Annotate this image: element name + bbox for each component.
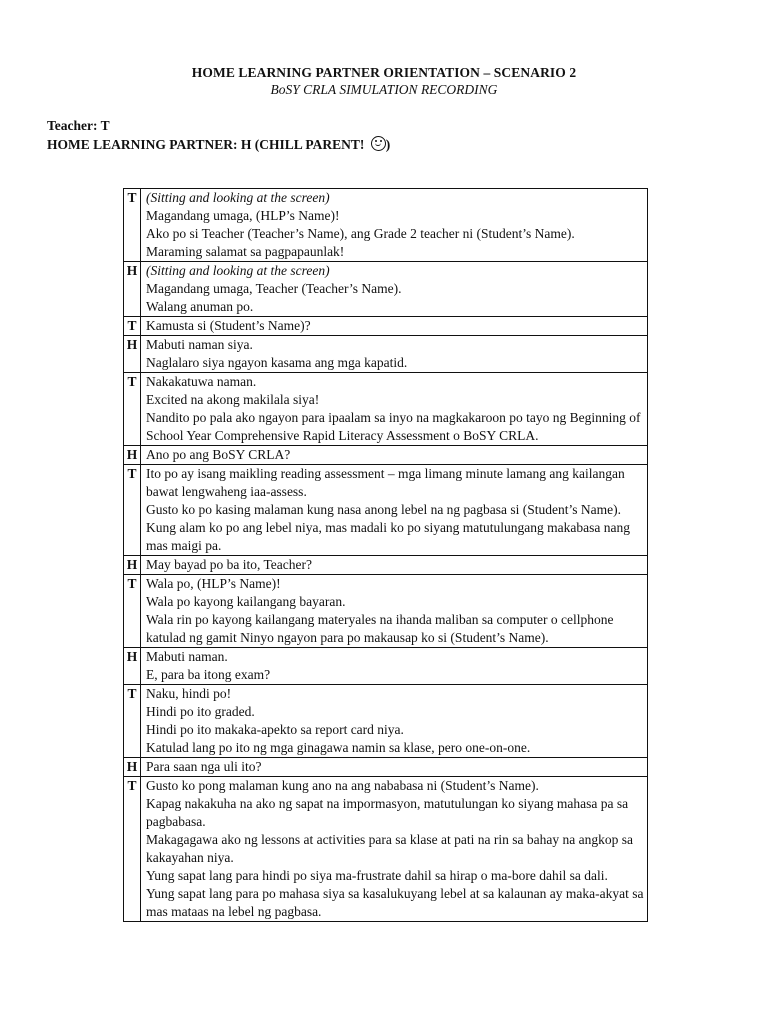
speaker-cell: H bbox=[124, 556, 141, 575]
dialogue-line: Mabuti naman. bbox=[146, 649, 228, 664]
dialogue-cell bbox=[141, 465, 648, 556]
dialogue-table bbox=[123, 188, 648, 922]
dialogue-line: Kamusta si (Student’s Name)? bbox=[146, 318, 311, 333]
dialogue-line: Maraming salamat sa pagpapaunlak! bbox=[146, 244, 345, 259]
speaker-cell: H bbox=[124, 648, 141, 685]
dialogue-row bbox=[124, 758, 648, 777]
dialogue-line: Hindi po ito graded. bbox=[146, 704, 255, 719]
dialogue-line: Wala po, (HLP’s Name)! bbox=[146, 576, 281, 591]
dialogue-line: Kapag nakakuha na ako ng sapat na impormasyon, matutulungan ko siyang mahasa pa sa pagbabasa. bbox=[146, 796, 629, 829]
dialogue-row bbox=[124, 648, 648, 685]
stage-direction: (Sitting and looking at the screen) bbox=[146, 263, 330, 278]
dialogue-line: Naku, hindi po! bbox=[146, 686, 232, 701]
dialogue-line: Yung sapat lang para hindi po siya ma-frustrate dahil sa hirap o ma-bore dahil sa dali. bbox=[146, 868, 608, 883]
dialogue-line: Ito po ay isang maikling reading assessment – mga limang minute lamang ang kailangan bawat lengwaheng iaa-assess. bbox=[146, 466, 625, 499]
dialogue-line: Gusto ko pong malaman kung ano na ang nababasa ni (Student’s Name). bbox=[146, 778, 539, 793]
dialogue-line: Yung sapat lang para po mahasa siya sa kasalukuyang lebel at sa kalaunan ay maka-akyat sa mas mataas na lebel ng pagbasa. bbox=[146, 886, 644, 919]
hlp-label-text: HOME LEARNING PARTNER: H (CHILL PARENT! bbox=[47, 137, 368, 152]
dialogue-cell bbox=[141, 575, 648, 648]
dialogue-line: Excited na akong makilala siya! bbox=[146, 392, 320, 407]
dialogue-cell bbox=[141, 373, 648, 446]
dialogue-line: Naglalaro siya ngayon kasama ang mga kapatid. bbox=[146, 355, 408, 370]
dialogue-line: Para saan nga uli ito? bbox=[146, 759, 262, 774]
speaker-cell: T bbox=[124, 685, 141, 758]
dialogue-line: Magandang umaga, (HLP’s Name)! bbox=[146, 208, 340, 223]
dialogue-line: Nandito po pala ako ngayon para ipaalam sa inyo na magkakaroon po tayo ng Beginning of School Year Comprehensive Rapid Literacy Assessment o BoSY CRLA. bbox=[146, 410, 641, 443]
dialogue-row bbox=[124, 189, 648, 262]
dialogue-row bbox=[124, 262, 648, 317]
dialogue-row bbox=[124, 336, 648, 373]
dialogue-cell bbox=[141, 777, 648, 922]
speaker-cell: T bbox=[124, 465, 141, 556]
dialogue-row bbox=[124, 317, 648, 336]
speaker-cell: T bbox=[124, 189, 141, 262]
dialogue-cell bbox=[141, 189, 648, 262]
dialogue-line: Makagagawa ako ng lessons at activities para sa klase at pati na rin sa bahay na angkop sa kakayahan niya. bbox=[146, 832, 633, 865]
dialogue-line: Katulad lang po ito ng mga ginagawa namin sa klase, pero one-on-one. bbox=[146, 740, 531, 755]
dialogue-row bbox=[124, 777, 648, 922]
hlp-label-suffix: ) bbox=[385, 137, 391, 152]
speaker-cell: H bbox=[124, 336, 141, 373]
dialogue-row bbox=[124, 465, 648, 556]
smiley-face-icon bbox=[371, 136, 386, 151]
document-title: HOME LEARNING PARTNER ORIENTATION – SCENARIO 2 bbox=[191, 65, 577, 80]
speaker-cell: T bbox=[124, 373, 141, 446]
dialogue-line: Gusto ko po kasing malaman kung nasa anong lebel na ng pagbasa si (Student’s Name). Kung alam ko po ang lebel niya, mas madali ko po siyang matutulungang makabasa nang mas maigi pa. bbox=[146, 502, 631, 553]
dialogue-cell bbox=[141, 648, 648, 685]
dialogue-line: Mabuti naman siya. bbox=[146, 337, 253, 352]
dialogue-row bbox=[124, 446, 648, 465]
dialogue-cell bbox=[141, 685, 648, 758]
speaker-cell: H bbox=[124, 446, 141, 465]
speaker-cell: H bbox=[124, 758, 141, 777]
speaker-cell: T bbox=[124, 317, 141, 336]
dialogue-line: Magandang umaga, Teacher (Teacher’s Name). bbox=[146, 281, 402, 296]
speaker-cell: T bbox=[124, 777, 141, 922]
speaker-cell: H bbox=[124, 262, 141, 317]
dialogue-cell bbox=[141, 446, 648, 465]
dialogue-line: May bayad po ba ito, Teacher? bbox=[146, 557, 312, 572]
dialogue-line: Wala po kayong kailangang bayaran. bbox=[146, 594, 346, 609]
dialogue-row bbox=[124, 685, 648, 758]
speaker-cell: T bbox=[124, 575, 141, 648]
dialogue-line: Wala rin po kayong kailangang materyales na ihanda maliban sa computer o cellphone katulad ng gamit Ninyo ngayon para po makausap ko si (Student’s Name). bbox=[146, 612, 614, 645]
dialogue-line: Walang anuman po. bbox=[146, 299, 254, 314]
dialogue-line: Ako po si Teacher (Teacher’s Name), ang Grade 2 teacher ni (Student’s Name). bbox=[146, 226, 575, 241]
hlp-label bbox=[47, 136, 390, 153]
stage-direction: (Sitting and looking at the screen) bbox=[146, 190, 330, 205]
dialogue-cell bbox=[141, 317, 648, 336]
dialogue-line: Nakakatuwa naman. bbox=[146, 374, 257, 389]
teacher-label: Teacher: T bbox=[47, 118, 110, 133]
dialogue-cell bbox=[141, 556, 648, 575]
document-subtitle: BoSY CRLA SIMULATION RECORDING bbox=[270, 82, 498, 97]
dialogue-line: Ano po ang BoSY CRLA? bbox=[146, 447, 291, 462]
dialogue-cell bbox=[141, 262, 648, 317]
dialogue-line: Hindi po ito makaka-apekto sa report card niya. bbox=[146, 722, 404, 737]
dialogue-row bbox=[124, 373, 648, 446]
dialogue-row bbox=[124, 575, 648, 648]
dialogue-cell bbox=[141, 336, 648, 373]
dialogue-cell bbox=[141, 758, 648, 777]
dialogue-row bbox=[124, 556, 648, 575]
dialogue-line: E, para ba itong exam? bbox=[146, 667, 271, 682]
